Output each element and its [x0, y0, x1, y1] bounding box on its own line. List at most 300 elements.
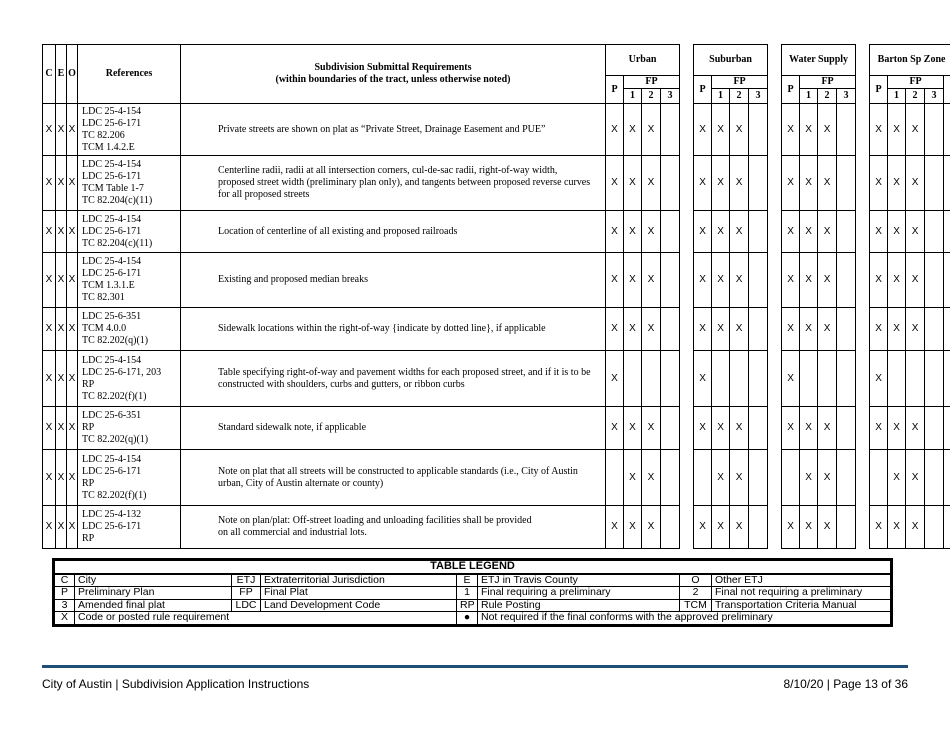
col-e-mark: X [56, 407, 67, 450]
group-spacer [680, 253, 694, 308]
legend-desc: Not required if the final conforms with the approved preliminary [478, 612, 892, 626]
applicability-mark [870, 450, 888, 506]
applicability-mark: X [782, 351, 800, 407]
footer-divider [42, 665, 908, 668]
applicability-mark [944, 253, 950, 308]
reference-line: TC 82.202(f)(1) [82, 489, 147, 501]
col-e-header: E [56, 45, 67, 104]
applicability-mark: X [624, 407, 642, 450]
col-c-mark: X [43, 104, 56, 156]
applicability-mark: X [624, 308, 642, 351]
applicability-mark: X [800, 104, 818, 156]
col-c-mark: X [43, 253, 56, 308]
col-o-mark: X [67, 506, 78, 549]
col-o-mark: X [67, 308, 78, 351]
requirements-subtitle: (within boundaries of the tract, unless otherwise noted) [275, 74, 511, 85]
applicability-mark: X [906, 450, 925, 506]
applicability-mark: X [818, 211, 837, 253]
applicability-mark [837, 211, 856, 253]
group-spacer [680, 156, 694, 211]
references-cell [78, 351, 181, 407]
reference-line: TC 82.202(q)(1) [82, 335, 149, 346]
applicability-mark [925, 308, 944, 351]
applicability-mark [694, 450, 712, 506]
table-legend [52, 558, 893, 627]
applicability-mark: X [712, 450, 730, 506]
legend-abbr: ETJ [232, 574, 261, 587]
col-c-mark: X [43, 308, 56, 351]
col-c-mark: X [43, 450, 56, 506]
applicability-mark: X [800, 407, 818, 450]
applicability-mark: X [694, 351, 712, 407]
legend-desc: Code or posted rule requirement [75, 612, 457, 626]
group-spacer [768, 351, 782, 407]
applicability-mark [925, 156, 944, 211]
table-row [43, 506, 950, 549]
applicability-mark: X [800, 308, 818, 351]
applicability-mark: X [906, 407, 925, 450]
requirement-text: Location of centerline of all existing and proposed railroads [181, 211, 606, 253]
applicability-mark [837, 450, 856, 506]
p-header: P [694, 76, 712, 104]
references-cell [78, 407, 181, 450]
reference-line: TC 82.206 [82, 129, 125, 141]
group-spacer [680, 450, 694, 506]
applicability-mark: X [906, 156, 925, 211]
reference-line: RP [82, 533, 95, 544]
applicability-mark [661, 308, 680, 351]
table-row [43, 450, 950, 506]
applicability-mark [661, 506, 680, 549]
reference-line: LDC 25-4-154 [82, 256, 142, 267]
requirement-text: Centerline radii, radii at all intersection corners, cul-de-sac radii, right-of-way width, proposed street width (preliminary plan only), and tangents between proposed reverse curves for all proposed streets [181, 156, 606, 211]
reference-line: LDC 25-6-171 [82, 521, 142, 532]
group-spacer [768, 407, 782, 450]
applicability-mark [888, 351, 906, 407]
group-spacer [856, 253, 870, 308]
p-header: P [870, 76, 888, 104]
references-cell [78, 506, 181, 549]
applicability-mark: X [712, 156, 730, 211]
legend-desc: Land Development Code [261, 599, 457, 612]
table-row [43, 308, 950, 351]
reference-line: TC 82.202(f)(1) [82, 390, 147, 402]
applicability-mark: X [694, 104, 712, 156]
applicability-mark: X [870, 506, 888, 549]
table-row [43, 211, 950, 253]
applicability-mark [944, 156, 950, 211]
group-spacer [768, 253, 782, 308]
applicability-mark: X [800, 450, 818, 506]
applicability-mark [944, 351, 950, 407]
group-spacer [856, 351, 870, 407]
legend-abbr: RP [457, 599, 478, 612]
reference-line: LDC 25-6-171 [82, 268, 142, 279]
group-spacer [680, 104, 694, 156]
col-e-mark: X [56, 506, 67, 549]
applicability-mark: X [888, 253, 906, 308]
applicability-mark: X [642, 253, 661, 308]
applicability-mark: X [782, 104, 800, 156]
col-c-header: C [43, 45, 56, 104]
applicability-mark [837, 104, 856, 156]
applicability-mark: X [624, 211, 642, 253]
applicability-mark [712, 351, 730, 407]
applicability-mark [661, 450, 680, 506]
group-spacer [768, 450, 782, 506]
applicability-mark: X [712, 506, 730, 549]
applicability-mark: X [694, 156, 712, 211]
legend-desc: Other ETJ [712, 574, 892, 587]
reference-line: TC 82.204(c)(11) [82, 195, 153, 206]
applicability-mark [944, 211, 950, 253]
reference-line: TC 82.301 [82, 292, 125, 303]
applicability-mark: X [870, 104, 888, 156]
applicability-mark: X [642, 407, 661, 450]
col-o-mark: X [67, 407, 78, 450]
applicability-mark: X [730, 211, 749, 253]
legend-abbr: P [54, 587, 75, 600]
fp-3-header: 3 [661, 89, 680, 104]
reference-line: LDC 25-4-154 [82, 213, 142, 225]
fp-1-header: 1 [888, 89, 906, 104]
applicability-mark [661, 211, 680, 253]
applicability-mark: X [888, 104, 906, 156]
applicability-mark: X [694, 211, 712, 253]
applicability-mark [749, 506, 768, 549]
applicability-mark: X [730, 308, 749, 351]
applicability-mark [906, 351, 925, 407]
applicability-mark: X [624, 156, 642, 211]
applicability-mark [800, 351, 818, 407]
applicability-mark: X [888, 156, 906, 211]
applicability-mark: X [888, 506, 906, 549]
applicability-mark: X [730, 156, 749, 211]
legend-desc: Preliminary Plan [75, 587, 232, 600]
reference-line: RP [82, 477, 95, 489]
group-spacer [680, 506, 694, 549]
applicability-mark: X [606, 156, 624, 211]
references-header: References [78, 45, 181, 104]
group-header-suburban: Suburban [694, 45, 768, 76]
col-o-mark: X [67, 156, 78, 211]
reference-line: LDC 25-6-171, 203 [82, 366, 162, 378]
col-o-mark: X [67, 351, 78, 407]
applicability-mark: X [906, 308, 925, 351]
table-row [43, 351, 950, 407]
applicability-mark: X [642, 156, 661, 211]
group-spacer [856, 506, 870, 549]
group-spacer [768, 506, 782, 549]
applicability-mark: X [694, 407, 712, 450]
applicability-mark: X [782, 156, 800, 211]
fp-2-header: 2 [730, 89, 749, 104]
col-e-mark: X [56, 308, 67, 351]
group-spacer [856, 308, 870, 351]
applicability-mark: X [870, 407, 888, 450]
applicability-mark: X [624, 450, 642, 506]
reference-line: TC 82.204(c)(11) [82, 237, 153, 249]
applicability-mark [925, 407, 944, 450]
reference-line: RP [82, 422, 95, 433]
applicability-mark [749, 104, 768, 156]
reference-line: LDC 25-6-171 [82, 225, 142, 237]
references-cell [78, 450, 181, 506]
applicability-mark [749, 407, 768, 450]
applicability-mark: X [694, 308, 712, 351]
legend-desc: ETJ in Travis County [478, 574, 680, 587]
applicability-mark [837, 351, 856, 407]
table-row [43, 104, 950, 156]
col-c-mark: X [43, 351, 56, 407]
reference-line: LDC 25-4-154 [82, 105, 142, 117]
legend-abbr: X [54, 612, 75, 626]
fp-header: FP [800, 76, 856, 89]
legend-row [54, 574, 892, 587]
p-header: P [782, 76, 800, 104]
reference-line: TCM 1.3.1.E [82, 280, 135, 291]
col-e-mark: X [56, 351, 67, 407]
applicability-mark [730, 351, 749, 407]
requirements-rows [43, 104, 950, 549]
applicability-mark: X [712, 211, 730, 253]
applicability-mark [749, 308, 768, 351]
col-o-mark: X [67, 211, 78, 253]
applicability-mark: X [642, 308, 661, 351]
group-spacer [680, 308, 694, 351]
applicability-mark: X [730, 450, 749, 506]
applicability-mark: X [730, 253, 749, 308]
applicability-mark: X [818, 407, 837, 450]
requirement-text: Sidewalk locations within the right-of-way {indicate by dotted line}, if applicable [181, 308, 606, 351]
applicability-mark [925, 104, 944, 156]
requirement-text: Note on plan/plat: Off-street loading and unloading facilities shall be provided on all commercial and industrial lots. [181, 506, 606, 549]
applicability-mark [749, 156, 768, 211]
fp-header: FP [624, 76, 680, 89]
applicability-mark: X [870, 351, 888, 407]
col-e-mark: X [56, 253, 67, 308]
applicability-mark: X [624, 253, 642, 308]
requirement-text: Table specifying right-of-way and pavement widths for each proposed street, and if it is to be constructed with shoulders, curbs and gutters, or ribbon curbs [181, 351, 606, 407]
legend-abbr: 2 [680, 587, 712, 600]
applicability-mark: X [906, 253, 925, 308]
col-o-header: O [67, 45, 78, 104]
applicability-mark [944, 104, 950, 156]
requirement-text: Private streets are shown on plat as “Private Street, Drainage Easement and PUE” [181, 104, 606, 156]
applicability-mark: X [906, 104, 925, 156]
applicability-mark: X [694, 506, 712, 549]
applicability-mark: X [800, 253, 818, 308]
applicability-mark: X [782, 407, 800, 450]
applicability-mark [944, 450, 950, 506]
applicability-mark: X [782, 253, 800, 308]
legend-desc: City [75, 574, 232, 587]
applicability-mark [606, 450, 624, 506]
group-header-urban: Urban [606, 45, 680, 76]
legend-abbr: 1 [457, 587, 478, 600]
applicability-mark: X [642, 506, 661, 549]
applicability-mark: X [642, 104, 661, 156]
reference-line: RP [82, 378, 95, 390]
group-spacer [768, 211, 782, 253]
applicability-mark: X [606, 407, 624, 450]
group-spacer [856, 450, 870, 506]
applicability-mark: X [624, 104, 642, 156]
reference-line: LDC 25-4-154 [82, 159, 142, 170]
applicability-mark: X [870, 211, 888, 253]
legend-abbr: O [680, 574, 712, 587]
applicability-mark: X [818, 450, 837, 506]
group-spacer [768, 104, 782, 156]
fp-1-header: 1 [800, 89, 818, 104]
col-c-mark: X [43, 506, 56, 549]
fp-1-header: 1 [624, 89, 642, 104]
applicability-mark [749, 351, 768, 407]
applicability-mark: X [694, 253, 712, 308]
legend-row [54, 612, 892, 626]
applicability-mark [944, 506, 950, 549]
applicability-mark [925, 253, 944, 308]
applicability-mark: X [800, 156, 818, 211]
group-spacer [856, 104, 870, 156]
col-e-mark: X [56, 104, 67, 156]
col-e-mark: X [56, 211, 67, 253]
reference-line: TCM 4.0.0 [82, 323, 127, 334]
group-header-water-supply: Water Supply [782, 45, 856, 76]
reference-line: LDC 25-4-154 [82, 453, 142, 465]
applicability-mark: X [888, 308, 906, 351]
applicability-mark: X [642, 450, 661, 506]
requirements-header [181, 45, 606, 104]
legend-abbr: 3 [54, 599, 75, 612]
fp-1-header: 1 [712, 89, 730, 104]
col-o-mark: X [67, 450, 78, 506]
applicability-mark: X [712, 253, 730, 308]
applicability-mark: X [712, 308, 730, 351]
applicability-mark: X [606, 211, 624, 253]
applicability-mark: X [888, 407, 906, 450]
applicability-mark [661, 351, 680, 407]
applicability-mark [749, 253, 768, 308]
applicability-mark [925, 211, 944, 253]
legend-desc: Rule Posting [478, 599, 680, 612]
group-spacer [680, 407, 694, 450]
legend-title: TABLE LEGEND [54, 560, 892, 574]
col-c-mark: X [43, 156, 56, 211]
group-spacer [768, 156, 782, 211]
applicability-mark: X [888, 211, 906, 253]
group-spacer [856, 156, 870, 211]
requirement-text: Existing and proposed median breaks [181, 253, 606, 308]
col-o-mark: X [67, 104, 78, 156]
references-cell [78, 104, 181, 156]
footer-title: City of Austin | Subdivision Application Instructions [42, 677, 310, 691]
references-cell [78, 253, 181, 308]
applicability-mark: X [818, 253, 837, 308]
applicability-mark: X [818, 156, 837, 211]
fp-3-header: 3 [925, 89, 944, 104]
legend-abbr: FP [232, 587, 261, 600]
bullet-icon: ● [457, 612, 478, 626]
applicability-mark: X [782, 211, 800, 253]
applicability-mark: X [712, 104, 730, 156]
legend-abbr: E [457, 574, 478, 587]
requirement-text: Note on plat that all streets will be constructed to applicable standards (i.e., City of Austin urban, City of Austin alternate or county) [181, 450, 606, 506]
applicability-mark [837, 253, 856, 308]
table-row [43, 156, 950, 211]
group-spacer [680, 211, 694, 253]
applicability-mark: X [606, 506, 624, 549]
applicability-mark: X [606, 104, 624, 156]
p-header: P [606, 76, 624, 104]
applicability-mark: X [730, 407, 749, 450]
requirement-text: Standard sidewalk note, if applicable [181, 407, 606, 450]
applicability-mark: X [730, 104, 749, 156]
requirements-table [42, 44, 950, 549]
legend-desc: Extraterritorial Jurisdiction [261, 574, 457, 587]
applicability-mark: X [906, 211, 925, 253]
col-c-mark: X [43, 407, 56, 450]
applicability-mark [837, 506, 856, 549]
reference-line: LDC 25-6-351 [82, 311, 142, 322]
applicability-mark [818, 351, 837, 407]
reference-line: TC 82.202(q)(1) [82, 434, 149, 445]
applicability-mark [944, 308, 950, 351]
applicability-mark: X [782, 506, 800, 549]
applicability-mark: X [606, 253, 624, 308]
applicability-mark: X [800, 211, 818, 253]
reference-line: LDC 25-6-171 [82, 171, 142, 182]
applicability-mark [837, 407, 856, 450]
fp-header: FP [712, 76, 768, 89]
reference-line: TCM 1.4.2.E [82, 141, 135, 153]
applicability-mark: X [624, 506, 642, 549]
reference-line: LDC 25-6-351 [82, 410, 142, 421]
fp-header: FP [888, 76, 944, 89]
applicability-mark: X [730, 506, 749, 549]
group-spacer [768, 308, 782, 351]
reference-line: TCM Table 1-7 [82, 183, 144, 194]
applicability-mark [624, 351, 642, 407]
applicability-mark: X [818, 104, 837, 156]
references-cell [78, 211, 181, 253]
applicability-mark: X [712, 407, 730, 450]
group-header-barton: Barton Sp Zone [870, 45, 950, 76]
applicability-mark: X [870, 253, 888, 308]
legend-abbr: TCM [680, 599, 712, 612]
applicability-mark: X [870, 156, 888, 211]
legend-desc: Transportation Criteria Manual [712, 599, 892, 612]
applicability-mark [749, 450, 768, 506]
fp-2-header: 2 [642, 89, 661, 104]
applicability-mark: X [606, 308, 624, 351]
reference-line: LDC 25-4-154 [82, 354, 142, 366]
applicability-mark [661, 253, 680, 308]
legend-desc: Amended final plat [75, 599, 232, 612]
legend-desc: Final not requiring a preliminary [712, 587, 892, 600]
legend-abbr: C [54, 574, 75, 587]
references-cell [78, 156, 181, 211]
table-row [43, 253, 950, 308]
applicability-mark [749, 211, 768, 253]
reference-line: LDC 25-4-132 [82, 509, 142, 520]
applicability-mark: X [800, 506, 818, 549]
group-spacer [856, 407, 870, 450]
applicability-mark [925, 351, 944, 407]
fp-2-header: 2 [818, 89, 837, 104]
legend-row [54, 599, 892, 612]
applicability-mark [782, 450, 800, 506]
